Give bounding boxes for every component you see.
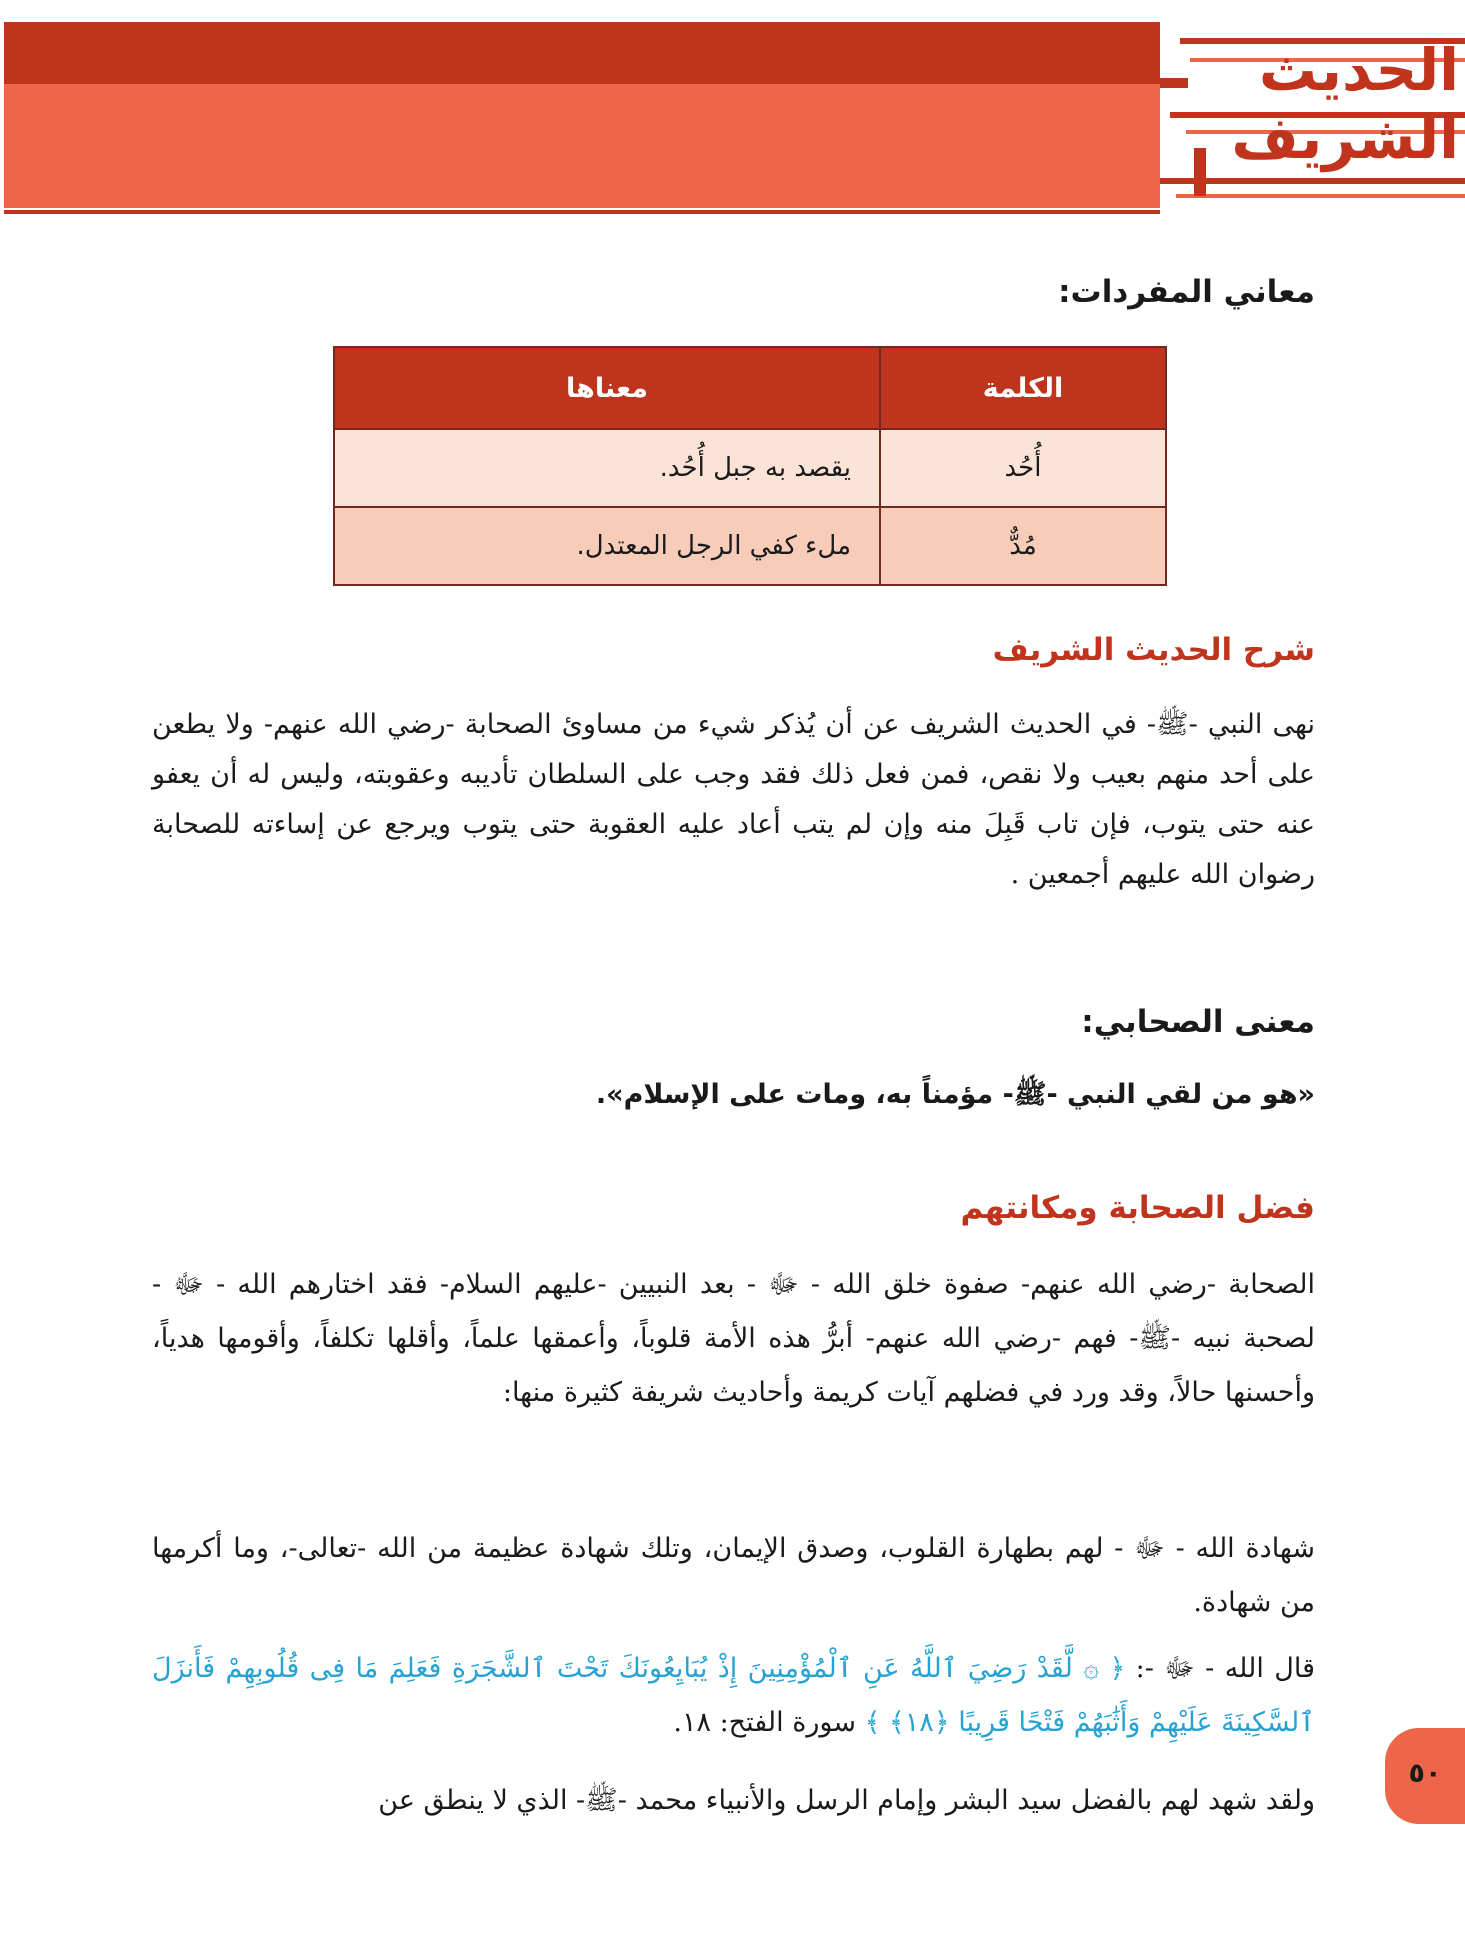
- quran-verse: ﴿ ۞ لَّقَدْ رَضِيَ ٱللَّهُ عَنِ ٱلْمُؤْمِنِينَ إِذْ يُبَايِعُونَكَ تَحْتَ ٱلشَّجَرَةِ فَعَلِمَ مَا فِى قُلُوبِهِمْ فَأَنزَلَ ٱلسَّكِينَةَ عَلَيْهِمْ وَأَثَٰبَهُمْ فَتْحًا قَرِيبًا ﴿١٨﴾ ﴾: [152, 1653, 1315, 1738]
- header-banner: [0, 18, 1465, 214]
- vocab-title: معاني المفردات:: [1058, 274, 1315, 310]
- logo-text: [1187, 36, 1459, 172]
- quran-paragraph: [152, 1642, 1315, 1750]
- vocab-table: [333, 346, 1167, 586]
- vocab-meaning: يقصد به جبل أُحُد.: [334, 429, 880, 507]
- virtue-paragraph-2: شهادة الله - ﷻ - لهم بطهارة القلوب، وصدق الإيمان، وتلك شهادة عظيمة من الله -تعالى-، وما أكرمها من شهادة.: [152, 1533, 1315, 1618]
- vocab-row: [334, 429, 1166, 507]
- banner-dark-strip: [4, 22, 1172, 84]
- virtue-paragraph-3: ولقد شهد لهم بالفضل سيد البشر وإمام الرسل والأنبياء محمد -ﷺ- الذي لا ينطق عن: [378, 1785, 1315, 1816]
- explanation-body: نهى النبي -ﷺ- في الحديث الشريف عن أن يُذكر شيء من مساوئ الصحابة -رضي الله عنهم- ولا يطعن على أحد منهم بعيب ولا نقص، فمن فعل ذلك فقد وجب على السلطان تأديبه وعقوبته، وليس له أن يعفو عنه حتى يتوب، فإن تاب قَبِلَ منه وإن لم يتب أعاد عليه العقوبة حتى يتوب ويرجع عن إساءته للصحابة رضوان الله عليهم أجمعين .: [152, 709, 1315, 890]
- hadith-logo: [1160, 18, 1465, 214]
- quran-intro: قال الله - ﷻ -:: [1125, 1653, 1315, 1684]
- col-word-header: الكلمة: [880, 347, 1166, 429]
- vocab-row: [334, 507, 1166, 585]
- banner-light-strip: [4, 84, 1172, 208]
- sahabi-definition: «هو من لقي النبي -ﷺ- مؤمناً به، ومات على الإسلام».: [595, 1079, 1315, 1110]
- virtue-title: فضل الصحابة ومكانتهم: [960, 1190, 1315, 1226]
- vocab-word: أُحُد: [880, 429, 1166, 507]
- logo-line-2: الشريف: [1231, 104, 1459, 172]
- quran-reference: سورة الفتح: ١٨.: [673, 1707, 865, 1738]
- virtue-paragraph-1: الصحابة -رضي الله عنهم- صفوة خلق الله - ﷻ - بعد النبيين -عليهم السلام- فقد اختارهم الله - ﷻ - لصحبة نبيه -ﷺ- فهم -رضي الله عنهم- أبرُّ هذه الأمة قلوباً، وأعمقها علماً، وأقلها تكلفاً، وأقومها هدياً، وأحسنها حالاً، وقد ورد في فضلهم آيات كريمة وأحاديث شريفة كثيرة منها:: [152, 1269, 1315, 1408]
- banner-underline: [4, 210, 1172, 214]
- logo-line-1: الحديث: [1258, 36, 1459, 104]
- vocab-word: مُدٌّ: [880, 507, 1166, 585]
- col-meaning-header: معناها: [334, 347, 880, 429]
- vocab-meaning: ملء كفي الرجل المعتدل.: [334, 507, 880, 585]
- page-number: ٥٠: [1408, 1758, 1442, 1789]
- explanation-title: شرح الحديث الشريف: [992, 632, 1315, 668]
- vocab-header-row: [334, 347, 1166, 429]
- sahabi-title: معنى الصحابي:: [1081, 1004, 1315, 1040]
- page-number-badge: [1385, 1728, 1465, 1824]
